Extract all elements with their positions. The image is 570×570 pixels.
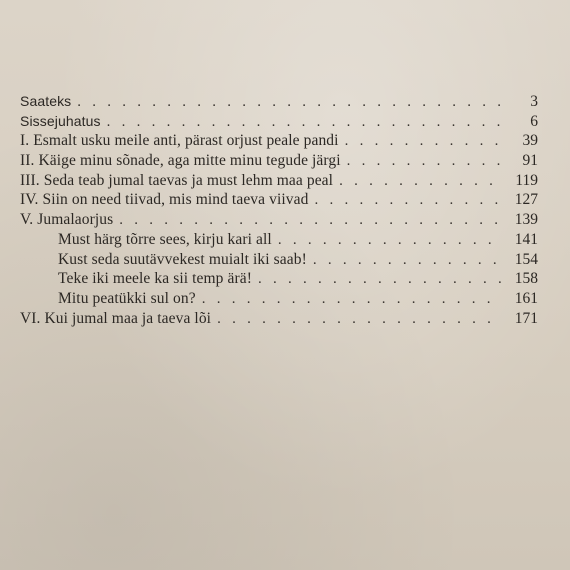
toc-entry-page: 3 <box>530 93 538 110</box>
dot-leader <box>345 132 502 152</box>
dot-leader <box>314 191 502 211</box>
toc-entry-title: II. Käige minu sõnade, aga mitte minu tegude järgi <box>20 152 341 170</box>
toc-entry-page: 119 <box>515 171 538 189</box>
toc-subentry-mitu-peatukki <box>20 289 538 309</box>
dot-leader <box>347 152 502 172</box>
toc-entry-title: Saateks <box>20 93 72 109</box>
toc-entry-chapter-3 <box>20 171 538 191</box>
toc-entry-title: I. Esmalt usku meile anti, pärast orjust peale pandi <box>20 132 339 150</box>
toc-entry-chapter-6 <box>20 309 538 329</box>
dot-leader <box>258 270 502 290</box>
dot-leader <box>77 93 502 113</box>
dot-leader <box>119 211 502 231</box>
toc-entry-title: Teke iki meele ka sii temp ärä! <box>58 270 252 288</box>
toc-entry-title: Mitu peatükki sul on? <box>58 289 196 307</box>
toc-entry-page: 127 <box>514 191 538 209</box>
toc-entry-page: 171 <box>514 309 538 327</box>
toc-entry-page: 158 <box>514 270 538 288</box>
toc-entry-saateks <box>20 92 538 112</box>
toc-entry-title: Sissejuhatus <box>20 112 101 129</box>
toc-entry-chapter-5 <box>20 210 538 230</box>
toc-entry-page: 91 <box>522 152 538 170</box>
toc-entry-page: 139 <box>514 211 538 229</box>
toc-entry-page: 6 <box>530 112 538 130</box>
toc-entry-page: 141 <box>514 230 538 248</box>
toc-subentry-must-harg <box>20 230 538 250</box>
toc-entry-sissejuhatus <box>20 112 538 132</box>
dot-leader <box>339 172 502 192</box>
toc-subentry-kust-seda <box>20 250 538 270</box>
dot-leader <box>202 290 502 310</box>
dot-leader <box>107 113 502 133</box>
toc-entry-title: Must härg tõrre sees, kirju kari all <box>58 230 272 248</box>
toc-entry-chapter-1 <box>20 131 538 151</box>
toc-entry-page: 39 <box>522 132 538 150</box>
dot-leader <box>313 251 502 271</box>
toc-entry-chapter-4 <box>20 190 538 210</box>
toc-entry-title: Kust seda suutävvekest muialt iki saab! <box>58 250 307 268</box>
toc-subentry-teke-iki <box>20 269 538 289</box>
toc-entry-title: VI. Kui jumal maa ja taeva lõi <box>20 309 212 327</box>
toc-entry-title: III. Seda teab jumal taevas ja must lehm maa peal <box>20 171 334 189</box>
toc-entry-page: 154 <box>514 250 538 268</box>
dot-leader <box>278 231 502 251</box>
toc-entry-title: IV. Siin on need tiivad, mis mind taeva viivad <box>20 191 309 209</box>
table-of-contents <box>20 92 538 328</box>
toc-entry-title: V. Jumalaorjus <box>20 211 114 229</box>
toc-entry-chapter-2 <box>20 151 538 171</box>
toc-entry-page: 161 <box>514 289 538 307</box>
dot-leader <box>217 310 502 330</box>
